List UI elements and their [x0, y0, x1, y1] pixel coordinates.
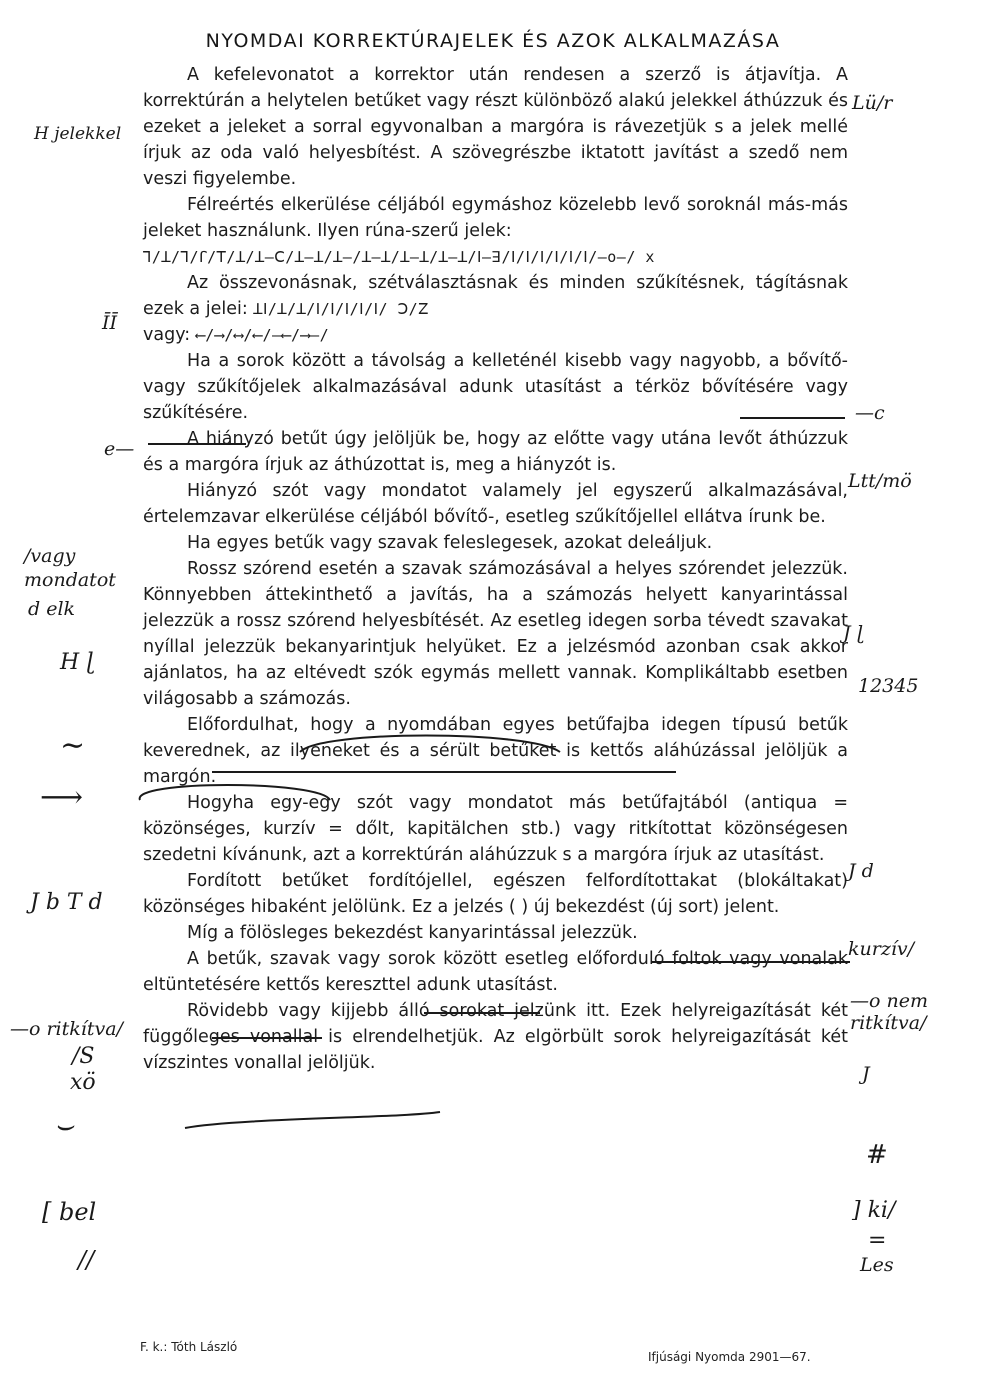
margin-note-left: d elk — [28, 598, 76, 620]
margin-note-right: J d — [848, 860, 874, 882]
paragraph-text: Ha a sorok között a távolság a kelleténél kisebb vagy nagyobb, a bővítő- vagy szűkítőjelek alkalmazásával adunk utasítást a térköz bővítésére vagy szűkítésére. — [143, 351, 848, 423]
margin-note-left: /vagy mondatot — [24, 545, 116, 591]
loop-stroke — [300, 736, 560, 753]
page-title: NYOMDAI KORREKTÚRAJELEK ÉS AZOK ALKALMAZÁSA — [205, 30, 781, 52]
margin-note-left: xö — [70, 1070, 96, 1095]
margin-note-left: H ɭ — [60, 650, 95, 675]
paragraph-text: Előfordulhat, hogy a nyomdában egyes betűfajba idegen típusú betűk keverednek, az ilyeneket és a sérült betűket is kettős aláhúzással jelöljük a margón. — [143, 715, 848, 787]
margin-note-right: —o nem ritkítva/ — [850, 990, 928, 1034]
margin-note-right: ] ki/ — [852, 1198, 896, 1223]
margin-note-left: ĪĪ — [102, 312, 118, 334]
paragraph-text: Míg a fölösleges bekezdést kanyarintással jelezzük. — [187, 923, 638, 943]
margin-note-right: J — [862, 1063, 870, 1085]
footer-credit: F. k.: Tóth László — [140, 1340, 238, 1354]
joining-symbols-alt: ⟵/⟶/⟷/⟵/—⟵/⟶—/ — [195, 326, 330, 344]
paragraph-text: Rövidebb vagy kijjebb álló sorokat jelzünk itt. Ezek helyreigazítását két függőleges vonallal is elrendelhetjük. Az elgörbült sorok helyreigazítását két vízszintes vonallal jelöljük. — [143, 1001, 848, 1073]
margin-note-right: kurzív/ — [848, 938, 915, 960]
margin-note-right: # — [866, 1140, 888, 1170]
paragraph-text: Hiányzó szót vagy mondatot valamely jel egyszerű alkalmazásával, értelemzavar elkerülése céljából bővítő-, esetleg szűkítőjellel ellátva írunk be. — [143, 481, 848, 527]
margin-note-right: Lü/r — [852, 92, 893, 114]
margin-note-right: Ltt/mö — [848, 470, 912, 492]
margin-note-left: ⌣ — [54, 1108, 74, 1143]
rune-symbols: ꓶ/ꓕ/ꓶ/ꓩ/ꓔ/ꓕ/ꓕ—ꓚ/ꓕ—ꓕ/ꓕ—/ꓕ—ꓕ/ꓕ—ꓕ/ꓕ—ꓕ/ꓲ—ꓱ/ꓲ/ꓲ/ꓲ/ꓲ/ꓲ/ꓲ/—o—/ x — [143, 248, 655, 266]
paragraph-text: Hogyha egy-egy szót vagy mondatot más betűfajtából (antiqua = közönséges, kurzív = dőlt, kapitälchen stb.) vagy ritkítottat közönségesen szedetni kívánunk, azt a korrektúrán aláhúzzuk s a margóra írjuk az utasítást. — [143, 793, 848, 865]
margin-note-right: —c — [855, 402, 885, 424]
joining-symbols: ꓕꓲ/ꓕ/ꓕ/ꓲ/ꓲ/ꓲ/ꓲ/ꓲ/ ꓛ/ꓜ — [253, 300, 429, 318]
paragraph-text: A hiányzó betűt úgy jelöljük be, hogy az előtte vagy utána levőt áthúzzuk és a margóra írjuk az áthúzottat is, meg a hiányzót is. — [143, 429, 848, 475]
paragraph-text: A betűk, szavak vagy sorok között esetleg előforduló foltok vagy vonalak eltüntetésére kettős kereszttel adunk utasítást. — [143, 949, 848, 995]
paragraph-text: Fordított betűket fordítójellel, egészen felfordítottakat (blokáltakat) közönséges hibaként jelölünk. Ez a jelzés ( ) új bekezdést (új sort) jelent. — [143, 871, 848, 917]
paragraph-text: Rossz szórend esetén a szavak számozásával a helyes szórendet jelezzük. Könnyebben áttekinthető a javítás, ha a számozás helyett kanyarintással jelezzük a rossz szórend helyesbítését. Az esetleg idegen sorba tévedt szavakat nyíllal jelezzük bekanyarintjuk helyüket. Ez a jelzésmód azonban csak akkor ajánlatos, ha az eltévedt szók egymás mellett vannak. Komplikáltabb esetben világosabb a számozás. — [143, 559, 848, 709]
margin-note-left: // — [78, 1246, 95, 1274]
paragraph-text: Félreértés elkerülése céljából egymáshoz közelebb levő soroknál más-más jeleket használunk. Ilyen rúna-szerű jelek: — [143, 195, 848, 241]
margin-note-left: e— — [104, 438, 135, 460]
paragraph-text: Az összevonásnak, szétválasztásnak és minden szűkítésnek, tágításnak ezek a jelei: — [143, 273, 848, 319]
margin-note-left: [ bel — [42, 1198, 97, 1226]
paragraph-text: vagy: — [143, 325, 191, 345]
margin-note-right: J ɭ — [843, 622, 864, 644]
margin-note-left: —o ritkítva/ — [10, 1018, 123, 1040]
margin-note-left: H jelekkel — [34, 124, 122, 144]
margin-note-left: ⟶ — [40, 780, 84, 815]
margin-note-right: Les — [860, 1254, 894, 1276]
loop-stroke — [140, 785, 330, 800]
paragraph-text: Ha egyes betűk vagy szavak feleslegesek, azokat deleáljuk. — [187, 533, 713, 553]
loop-stroke — [185, 1112, 440, 1128]
paragraph-text: A kefelevonatot a korrektor után rendesen a szerző is átjavítja. A korrektúrán a helytelen betűket vagy részt különböző alakú jelekkel áthúzzuk és ezeket a jeleket a sorral egyvonalban a margóra is rávezetjük s a jelek mellé írjuk az oda való helyesbítést. A szövegrészbe iktatott javítást a szedő nem veszi figyelembe. — [143, 65, 848, 189]
margin-note-right: 12345 — [858, 675, 919, 697]
footer-printer: Ifjúsági Nyomda 2901—67. — [648, 1350, 811, 1364]
margin-note-left: J b T d — [30, 890, 103, 915]
margin-note-left: /S — [72, 1044, 95, 1069]
margin-note-left: ∼ — [60, 728, 86, 763]
margin-note-right: = — [868, 1228, 887, 1253]
